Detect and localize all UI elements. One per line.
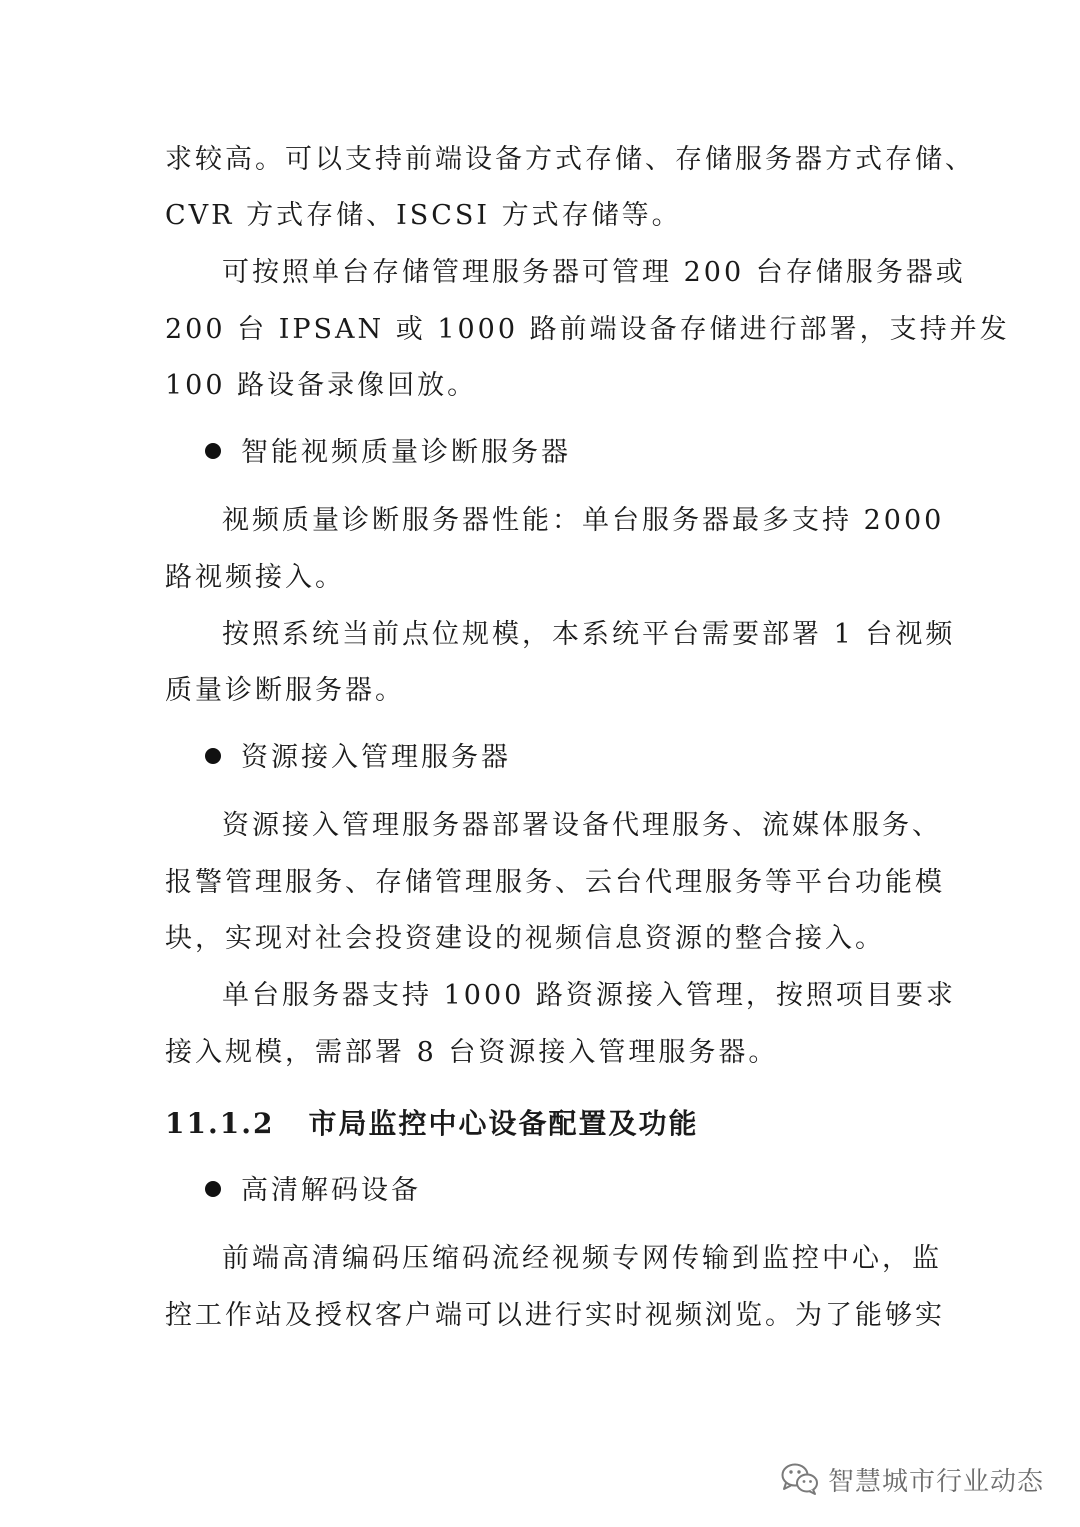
paragraph-line: 报警管理服务、存储管理服务、云台代理服务等平台功能模	[165, 867, 945, 898]
watermark	[780, 1457, 1044, 1501]
paragraph-line: 资源接入管理服务器部署设备代理服务、流媒体服务、	[222, 810, 942, 841]
paragraph-line: 前端高清编码压缩码流经视频专网传输到监控中心，监	[222, 1243, 942, 1274]
paragraph-line: 视频质量诊断服务器性能：单台服务器最多支持 2000	[222, 505, 945, 536]
bullet-item	[205, 1171, 421, 1211]
paragraph-line: 单台服务器支持 1000 路资源接入管理，按照项目要求	[222, 980, 956, 1011]
paragraph-line: 100 路设备录像回放。	[165, 370, 478, 401]
section-number: 11.1.2	[165, 1107, 275, 1140]
wechat-icon	[780, 1461, 820, 1497]
paragraph-line: 求较高。可以支持前端设备方式存储、存储服务器方式存储、	[165, 144, 975, 175]
bullet-icon	[205, 1181, 221, 1197]
paragraph-line: 控工作站及授权客户端可以进行实时视频浏览。为了能够实	[165, 1300, 945, 1331]
bullet-item	[205, 433, 571, 473]
bullet-item	[205, 738, 511, 778]
paragraph-line: CVR 方式存储、ISCSI 方式存储等。	[165, 200, 682, 231]
paragraph-line: 接入规模，需部署 8 台资源接入管理服务器。	[165, 1037, 779, 1068]
bullet-label: 智能视频质量诊断服务器	[241, 437, 571, 468]
bullet-label: 高清解码设备	[241, 1175, 421, 1206]
bullet-icon	[205, 443, 221, 459]
bullet-label: 资源接入管理服务器	[241, 742, 511, 773]
paragraph-line: 可按照单台存储管理服务器可管理 200 台存储服务器或	[222, 257, 966, 288]
paragraph-line: 200 台 IPSAN 或 1000 路前端设备存储进行部署，支持并发	[165, 314, 1010, 345]
section-heading	[165, 1104, 698, 1144]
paragraph-line: 按照系统当前点位规模，本系统平台需要部署 1 台视频	[222, 619, 956, 650]
paragraph-line: 块，实现对社会投资建设的视频信息资源的整合接入。	[165, 923, 885, 954]
bullet-icon	[205, 748, 221, 764]
watermark-text: 智慧城市行业动态	[827, 1466, 1044, 1497]
paragraph-line: 路视频接入。	[165, 562, 345, 593]
paragraph-line: 质量诊断服务器。	[165, 675, 405, 706]
section-title: 市局监控中心设备配置及功能	[308, 1107, 699, 1140]
